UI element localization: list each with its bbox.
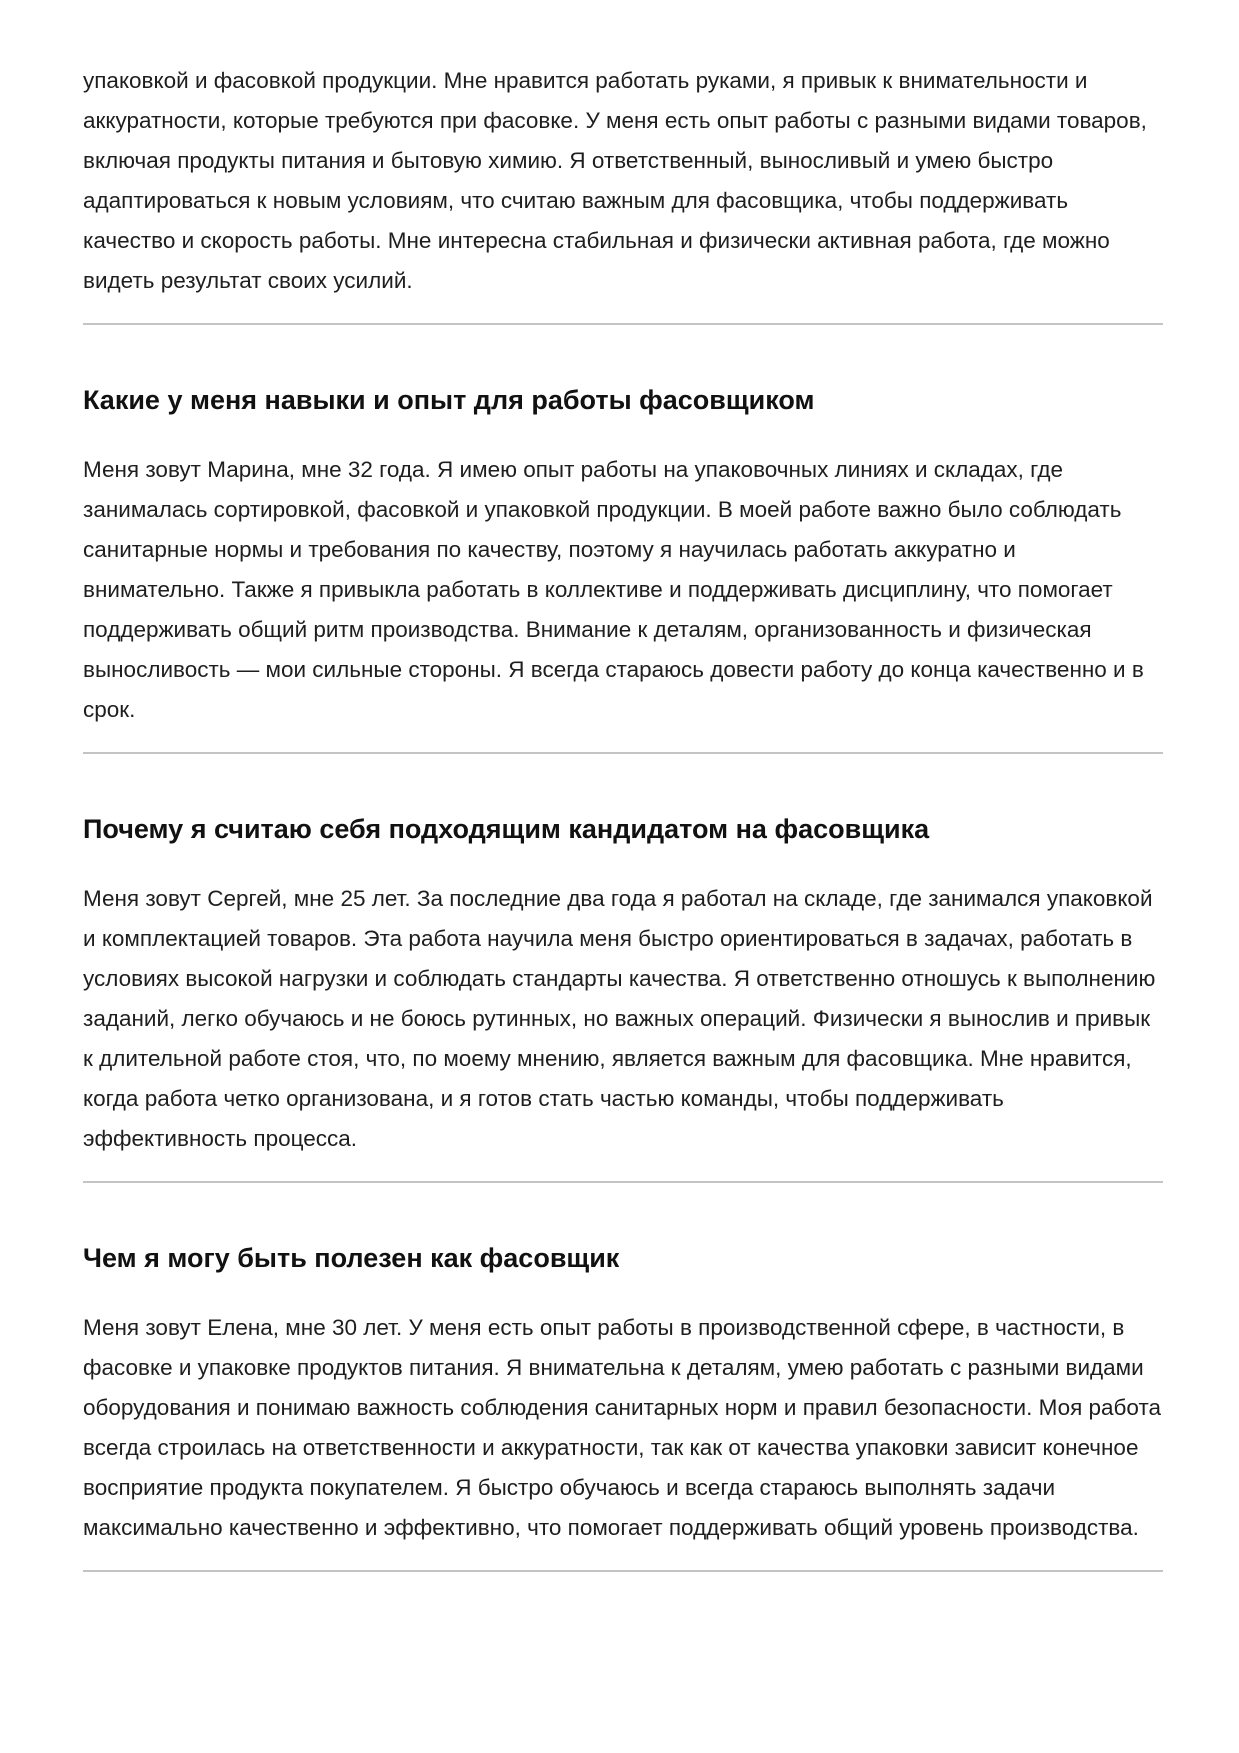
divider	[83, 1181, 1163, 1183]
document	[83, 61, 1163, 1572]
divider	[83, 1570, 1163, 1572]
divider	[83, 323, 1163, 325]
section-heading: Почему я считаю себя подходящим кандидатом на фасовщика	[83, 814, 930, 844]
section-paragraph: Меня зовут Марина, мне 32 года. Я имею опыт работы на упаковочных линиях и складах, где занималась сортировкой, фасовкой и упаковкой продукции. В моей работе важно было соблюдать санитарные нормы и требования по качеству, поэтому я научилась работать аккуратно и внимательно. Также я привыкла работать в коллективе и поддерживать дисциплину, что помогает поддерживать общий ритм производства. Внимание к деталям, организованность и физическая выносливость — мои сильные стороны. Я всегда стараюсь довести работу до конца качественно и в срок.	[83, 457, 1144, 722]
section-heading: Какие у меня навыки и опыт для работы фасовщиком	[83, 385, 815, 415]
intro-paragraph: упаковкой и фасовкой продукции. Мне нравится работать руками, я привык к внимательности и аккуратности, которые требуются при фасовке. У меня есть опыт работы с разными видами товаров, включая продукты питания и бытовую химию. Я ответственный, выносливый и умею быстро адаптироваться к новым условиям, что считаю важным для фасовщика, чтобы поддерживать качество и скорость работы. Мне интересна стабильная и физически активная работа, где можно видеть результат своих усилий.	[83, 68, 1147, 293]
section-paragraph: Меня зовут Сергей, мне 25 лет. За последние два года я работал на складе, где занимался упаковкой и комплектацией товаров. Эта работа научила меня быстро ориентироваться в задачах, работать в условиях высокой нагрузки и соблюдать стандарты качества. Я ответственно отношусь к выполнению заданий, легко обучаюсь и не боюсь рутинных, но важных операций. Физически я вынослив и привык к длительной работе стоя, что, по моему мнению, является важным для фасовщика. Мне нравится, когда работа четко организована, и я готов стать частью команды, чтобы поддерживать эффективность процесса.	[83, 886, 1156, 1151]
section-heading: Чем я могу быть полезен как фасовщик	[83, 1243, 620, 1273]
section-usefulness	[83, 1240, 1163, 1572]
section-candidate	[83, 811, 1163, 1183]
section-skills	[83, 382, 1163, 754]
divider	[83, 752, 1163, 754]
intro-section	[83, 61, 1163, 325]
section-paragraph: Меня зовут Елена, мне 30 лет. У меня есть опыт работы в производственной сфере, в частности, в фасовке и упаковке продуктов питания. Я внимательна к деталям, умею работать с разными видами оборудования и понимаю важность соблюдения санитарных норм и правил безопасности. Моя работа всегда строилась на ответственности и аккуратности, так как от качества упаковки зависит конечное восприятие продукта покупателем. Я быстро обучаюсь и всегда стараюсь выполнять задачи максимально качественно и эффективно, что помогает поддерживать общий уровень производства.	[83, 1315, 1162, 1540]
